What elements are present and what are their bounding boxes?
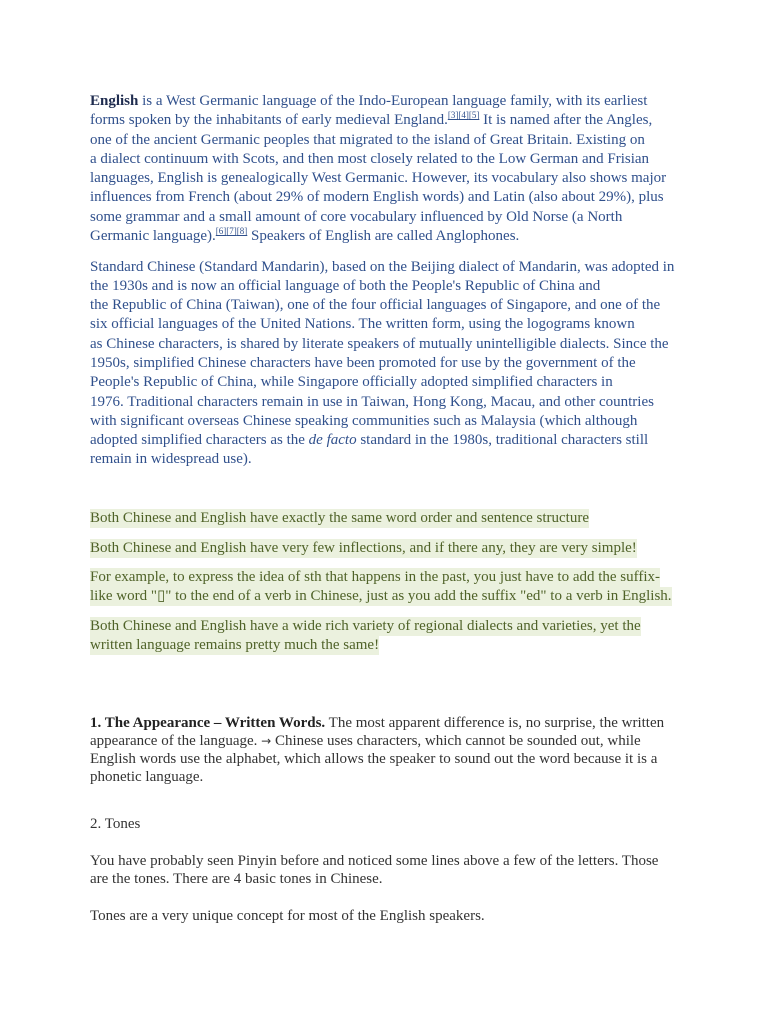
bold-term: English — [90, 93, 139, 109]
highlighted-statement — [90, 617, 641, 656]
text-run: forms spoken by the inhabitants of early medieval England. — [90, 112, 448, 129]
highlight-band: Both Chinese and English have a wide rich variety of regional dialects and varieties, yet the — [90, 617, 641, 636]
text-line — [90, 92, 666, 111]
highlight-band: like word "▯" to the end of a verb in Chinese, just as you add the suffix "ed" to a verb in English. — [90, 587, 672, 606]
text-line: the Republic of China (Taiwan), one of the four official languages of Singapore, and one of the — [90, 297, 661, 314]
text-line: phonetic language. — [90, 769, 204, 785]
highlight-band: For example, to express the idea of sth that happens in the past, you just have to add the suffix- — [90, 568, 660, 587]
citation-link[interactable]: [5] — [468, 110, 480, 121]
section-heading: 2. Tones — [90, 816, 141, 832]
text-line — [90, 539, 637, 558]
highlight-band: Both Chinese and English have very few inflections, and if there any, they are very simple! — [90, 539, 637, 558]
section-appearance — [90, 714, 664, 786]
citation-link[interactable]: [4] — [458, 110, 469, 121]
text-line: 1976. Traditional characters remain in use in Taiwan, Hong Kong, Macau, and other countries — [90, 393, 654, 410]
highlighted-statement — [90, 509, 589, 528]
text-line: as Chinese characters, is shared by literate speakers of mutually unintelligible dialects. Since the — [90, 335, 669, 352]
text-line: languages, English is genealogically West Germanic. However, its vocabulary also shows major — [90, 170, 667, 187]
text-line: Standard Chinese (Standard Mandarin), based on the Beijing dialect of Mandarin, was adopted in — [90, 258, 675, 275]
arrow-icon: → — [261, 734, 272, 748]
text-run: Speakers of English are called Anglophones. — [247, 228, 520, 245]
text-line: one of the ancient Germanic peoples that migrated to the island of Great Britain. Existing on — [90, 131, 645, 148]
text-run: standard in the 1980s, traditional characters still — [356, 432, 649, 449]
citation-link[interactable]: [6] — [215, 226, 227, 237]
text-run: appearance of the language. — [90, 733, 262, 749]
text-run: Germanic language). — [90, 228, 216, 245]
text-line: influences from French (about 29% of modern English words) and Latin (also about 29%), plus — [90, 189, 664, 206]
highlighted-statement — [90, 539, 637, 558]
chinese-paragraph — [90, 258, 674, 470]
text-run: Chinese uses characters, which cannot be sounded out, while — [271, 733, 641, 749]
text-line: 1950s, simplified Chinese characters have been promoted for use by the government of the — [90, 354, 636, 371]
text-line: You have probably seen Pinyin before and noticed some lines above a few of the letters. Those — [90, 853, 659, 869]
text-line: with significant overseas Chinese speaking communities such as Malaysia (which although — [90, 412, 638, 429]
italic-term: de facto — [308, 432, 357, 449]
tones-paragraph — [90, 907, 485, 925]
text-run: The most apparent difference is, no surprise, the written — [325, 715, 665, 731]
section-heading: 1. The Appearance – Written Words. — [90, 715, 326, 731]
text-line: the 1930s and is now an official language of both the People's Republic of China and — [90, 277, 601, 294]
text-run: It is named after the Angles, — [479, 112, 653, 129]
text-run: is a West Germanic language of the Indo-European language family, with its earliest — [138, 93, 648, 109]
tones-paragraph — [90, 852, 658, 888]
text-line: Tones are a very unique concept for most of the English speakers. — [90, 908, 485, 924]
text-line — [90, 636, 641, 655]
english-paragraph — [90, 92, 666, 246]
citation-link[interactable]: [8] — [236, 226, 248, 237]
section-tones-heading — [90, 815, 140, 833]
text-run: adopted simplified characters as the — [90, 432, 309, 449]
text-line — [90, 111, 666, 130]
text-line: six official languages of the United Nations. The written form, using the logograms known — [90, 316, 635, 333]
text-line: a dialect continuum with Scots, and then most closely related to the Low German and Frisian — [90, 150, 650, 167]
highlighted-statement — [90, 568, 672, 607]
text-line — [90, 714, 664, 732]
text-line: English words use the alphabet, which allows the speaker to sound out the word because it is a — [90, 751, 658, 767]
highlight-band: Both Chinese and English have exactly the same word order and sentence structure — [90, 509, 589, 528]
text-line — [90, 568, 672, 587]
text-line: are the tones. There are 4 basic tones in Chinese. — [90, 871, 383, 887]
text-line: People's Republic of China, while Singapore officially adopted simplified characters in — [90, 374, 613, 391]
text-line — [90, 587, 672, 606]
text-line — [90, 617, 641, 636]
text-line — [90, 227, 666, 246]
highlight-band: written language remains pretty much the same! — [90, 636, 379, 655]
text-line — [90, 431, 674, 450]
text-line — [90, 509, 589, 528]
text-line: remain in widespread use). — [90, 451, 252, 468]
citation-link[interactable]: [7] — [226, 226, 237, 237]
text-line — [90, 732, 664, 750]
text-line: some grammar and a small amount of core vocabulary influenced by Old Norse (a North — [90, 208, 623, 225]
citation-link[interactable]: [3] — [447, 110, 459, 121]
